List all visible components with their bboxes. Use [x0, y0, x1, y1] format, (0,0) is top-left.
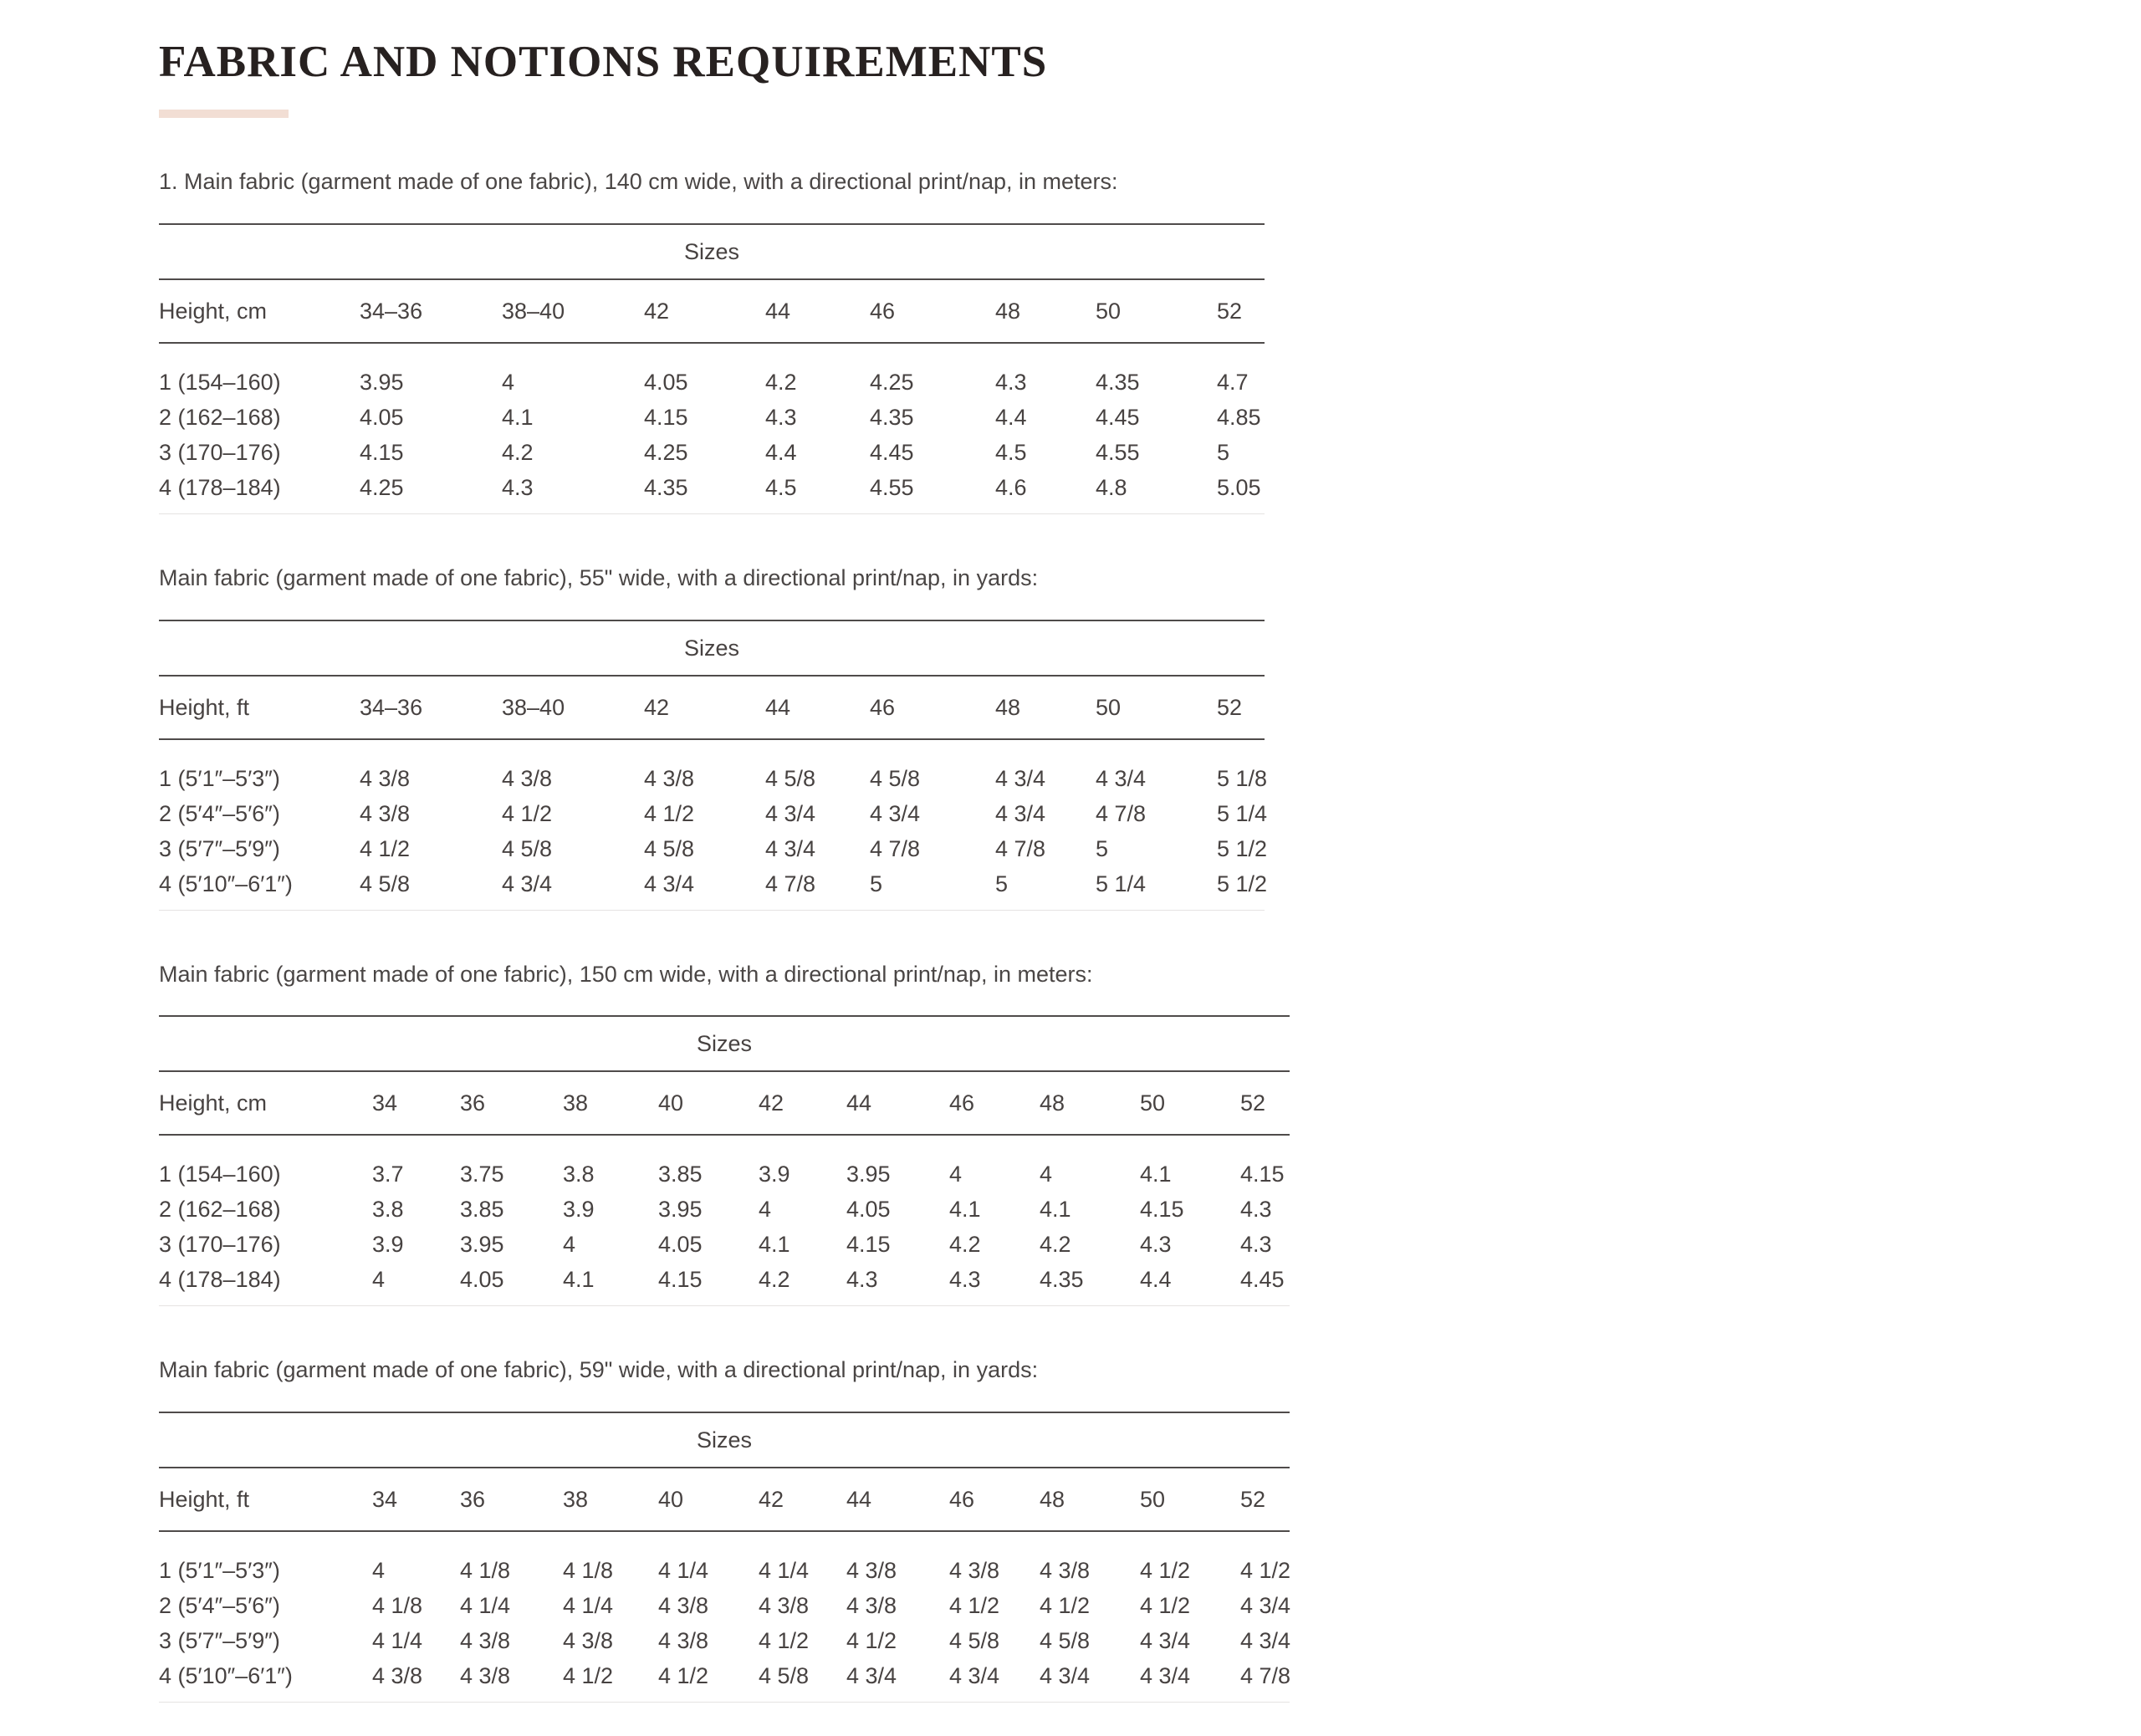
size-column-header: 36	[460, 1468, 563, 1531]
value-cell: 3.7	[372, 1162, 404, 1187]
table-row	[159, 831, 1265, 866]
value-cell: 4 1/4	[563, 1593, 614, 1619]
value-cell: 4 3/4	[1140, 1628, 1191, 1654]
row-label: 3 (5′7″–5′9″)	[159, 835, 280, 861]
value-cell: 4.3	[765, 404, 797, 430]
table-row	[159, 1262, 1290, 1306]
value-cell: 5 1/2	[1217, 835, 1268, 861]
table-row	[159, 470, 1265, 514]
table-row	[159, 739, 1265, 796]
value-cell: 4.15	[1140, 1197, 1184, 1223]
size-column-header: 44	[765, 676, 870, 739]
row-header-label: Height, cm	[159, 279, 360, 343]
value-cell: 4 1/2	[949, 1593, 1000, 1619]
value-cell: 4.2	[1040, 1232, 1071, 1258]
size-column-header: 50	[1096, 676, 1217, 739]
value-cell: 4 3/4	[949, 1663, 1000, 1689]
sizes-band-label: Sizes	[159, 224, 1265, 279]
size-column-header: 48	[995, 279, 1096, 343]
size-column-header: 42	[644, 279, 765, 343]
value-cell: 4 5/8	[360, 871, 411, 896]
value-cell: 4 3/4	[995, 800, 1046, 826]
table-row	[159, 435, 1265, 470]
value-cell: 4 3/8	[846, 1558, 897, 1584]
value-cell: 4 3/8	[759, 1593, 810, 1619]
column-header-row	[159, 1468, 1290, 1531]
size-column-header: 50	[1140, 1468, 1240, 1531]
value-cell: 4 3/4	[846, 1663, 897, 1689]
value-cell: 3.9	[563, 1197, 595, 1223]
size-column-header: 38–40	[502, 676, 644, 739]
value-cell: 4.05	[460, 1267, 504, 1293]
value-cell: 5 1/2	[1217, 871, 1268, 896]
table-row	[159, 343, 1265, 400]
size-column-header: 52	[1217, 676, 1265, 739]
value-cell: 4 5/8	[644, 835, 695, 861]
sizes-band-label: Sizes	[159, 1016, 1290, 1071]
value-cell: 4 3/8	[658, 1628, 709, 1654]
value-cell: 4 1/2	[1040, 1593, 1091, 1619]
table-row	[159, 1623, 1290, 1658]
value-cell: 5	[1096, 835, 1109, 861]
table-section-55in	[159, 563, 2141, 911]
value-cell: 4 1/2	[502, 800, 553, 826]
value-cell: 4	[759, 1197, 772, 1223]
table-row	[159, 1192, 1290, 1227]
table-caption: Main fabric (garment made of one fabric), 59" wide, with a directional print/nap, in yards:	[159, 1357, 1039, 1383]
value-cell: 4 3/4	[765, 835, 816, 861]
value-cell: 4.1	[502, 404, 534, 430]
value-cell: 3.8	[563, 1162, 595, 1187]
table-body	[159, 1531, 1290, 1703]
fabric-table-140cm	[159, 223, 1265, 514]
title-accent-bar	[159, 110, 289, 118]
value-cell: 4.4	[995, 404, 1027, 430]
value-cell: 4 1/2	[1140, 1558, 1191, 1584]
value-cell: 3.95	[658, 1197, 703, 1223]
value-cell: 4 3/8	[658, 1593, 709, 1619]
value-cell: 4.25	[644, 439, 688, 465]
size-column-header: 34–36	[360, 279, 502, 343]
value-cell: 4.1	[1140, 1162, 1172, 1187]
column-header-row	[159, 279, 1265, 343]
value-cell: 4 1/8	[372, 1593, 423, 1619]
value-cell: 4 1/2	[644, 800, 695, 826]
size-column-header: 42	[759, 1468, 846, 1531]
value-cell: 4.3	[1140, 1232, 1172, 1258]
value-cell: 4 3/4	[1140, 1663, 1191, 1689]
table-caption: 1. Main fabric (garment made of one fabric), 140 cm wide, with a directional print/nap, in meters:	[159, 168, 1118, 194]
value-cell: 4.55	[870, 474, 914, 500]
table-body	[159, 739, 1268, 911]
size-column-header: 38–40	[502, 279, 644, 343]
value-cell: 4 3/8	[563, 1628, 614, 1654]
value-cell: 4.35	[1040, 1267, 1084, 1293]
value-cell: 4.4	[1140, 1267, 1172, 1293]
value-cell: 4 1/4	[372, 1628, 423, 1654]
size-column-header: 34–36	[360, 676, 502, 739]
value-cell: 4 3/4	[995, 765, 1046, 791]
value-cell: 4	[372, 1267, 386, 1293]
value-cell: 4.85	[1217, 404, 1261, 430]
size-column-header: 44	[846, 1468, 949, 1531]
value-cell: 3.8	[372, 1197, 404, 1223]
sizes-band-row	[159, 1412, 1290, 1468]
value-cell: 4 5/8	[765, 765, 816, 791]
row-label: 4 (5′10″–6′1″)	[159, 871, 293, 896]
value-cell: 4 1/2	[846, 1628, 897, 1654]
value-cell: 4.2	[949, 1232, 981, 1258]
row-label: 1 (5′1″–5′3″)	[159, 1558, 280, 1584]
value-cell: 4.7	[1217, 369, 1249, 395]
size-column-header: 34	[372, 1468, 460, 1531]
value-cell: 5.05	[1217, 474, 1261, 500]
table-body	[159, 1135, 1290, 1306]
value-cell: 4 7/8	[765, 871, 816, 896]
row-label: 1 (5′1″–5′3″)	[159, 765, 280, 791]
value-cell: 3.95	[846, 1162, 891, 1187]
row-label: 4 (5′10″–6′1″)	[159, 1663, 293, 1689]
value-cell: 4 3/8	[372, 1663, 423, 1689]
value-cell: 4.35	[644, 474, 688, 500]
value-cell: 4.15	[644, 404, 688, 430]
value-cell: 3.75	[460, 1162, 504, 1187]
value-cell: 4.15	[1240, 1162, 1285, 1187]
row-label: 1 (154–160)	[159, 1162, 281, 1187]
value-cell: 4 1/2	[563, 1663, 614, 1689]
row-label: 3 (170–176)	[159, 439, 281, 465]
value-cell: 4 3/4	[870, 800, 921, 826]
row-label: 3 (170–176)	[159, 1232, 281, 1258]
value-cell: 5 1/8	[1217, 765, 1268, 791]
value-cell: 4.2	[759, 1267, 790, 1293]
size-column-header: 48	[1040, 1468, 1140, 1531]
value-cell: 3.95	[360, 369, 404, 395]
table-row	[159, 1588, 1290, 1623]
value-cell: 4 1/4	[759, 1558, 810, 1584]
value-cell: 4 5/8	[759, 1663, 810, 1689]
size-column-header: 38	[563, 1468, 658, 1531]
value-cell: 4 1/8	[460, 1558, 511, 1584]
table-caption: Main fabric (garment made of one fabric), 150 cm wide, with a directional print/nap, in meters:	[159, 961, 1093, 987]
value-cell: 4.45	[1096, 404, 1140, 430]
value-cell: 4.3	[502, 474, 534, 500]
value-cell: 4.25	[870, 369, 914, 395]
size-column-header: 34	[372, 1071, 460, 1135]
sizes-band-row	[159, 224, 1265, 279]
column-header-row	[159, 1071, 1290, 1135]
value-cell: 5	[995, 871, 1009, 896]
value-cell: 4 1/4	[460, 1593, 511, 1619]
value-cell: 4 5/8	[949, 1628, 1000, 1654]
value-cell: 4.45	[870, 439, 914, 465]
value-cell: 4.45	[1240, 1267, 1285, 1293]
value-cell: 3.85	[460, 1197, 504, 1223]
sizes-band-row	[159, 620, 1265, 676]
value-cell: 4.3	[1240, 1232, 1272, 1258]
size-column-header: 50	[1140, 1071, 1240, 1135]
row-label: 2 (162–168)	[159, 1197, 281, 1223]
value-cell: 4	[563, 1232, 576, 1258]
value-cell: 4 1/2	[658, 1663, 709, 1689]
value-cell: 4	[502, 369, 515, 395]
value-cell: 4.1	[949, 1197, 981, 1223]
value-cell: 4	[1040, 1162, 1053, 1187]
size-column-header: 40	[658, 1071, 759, 1135]
value-cell: 4	[372, 1558, 386, 1584]
fabric-table-59in	[159, 1412, 1290, 1703]
row-label: 2 (162–168)	[159, 404, 281, 430]
table-row	[159, 1658, 1290, 1703]
value-cell: 4.3	[949, 1267, 981, 1293]
value-cell: 4.3	[995, 369, 1027, 395]
table-head	[159, 620, 1265, 739]
value-cell: 4 1/2	[360, 835, 411, 861]
value-cell: 4 3/8	[949, 1558, 1000, 1584]
value-cell: 4.15	[658, 1267, 703, 1293]
table-row	[159, 1135, 1290, 1192]
value-cell: 4 5/8	[1040, 1628, 1091, 1654]
value-cell: 5	[1217, 439, 1230, 465]
row-label: 1 (154–160)	[159, 369, 281, 395]
value-cell: 3.85	[658, 1162, 703, 1187]
value-cell: 4 7/8	[995, 835, 1046, 861]
table-row	[159, 1531, 1290, 1588]
column-header-row	[159, 676, 1265, 739]
value-cell: 4.1	[563, 1267, 595, 1293]
value-cell: 4 3/8	[460, 1663, 511, 1689]
size-column-header: 46	[949, 1071, 1040, 1135]
value-cell: 4.2	[502, 439, 534, 465]
value-cell: 3.95	[460, 1232, 504, 1258]
table-row	[159, 866, 1265, 911]
sizes-band-row	[159, 1016, 1290, 1071]
size-column-header: 42	[759, 1071, 846, 1135]
value-cell: 4.35	[1096, 369, 1140, 395]
value-cell: 4.05	[360, 404, 404, 430]
value-cell: 4.6	[995, 474, 1027, 500]
value-cell: 4 1/8	[563, 1558, 614, 1584]
table-section-140cm	[159, 166, 2141, 514]
table-row	[159, 400, 1265, 435]
value-cell: 4.3	[846, 1267, 878, 1293]
value-cell: 4 3/8	[460, 1628, 511, 1654]
value-cell: 4 3/8	[846, 1593, 897, 1619]
value-cell: 4 5/8	[502, 835, 553, 861]
size-column-header: 46	[870, 279, 995, 343]
value-cell: 4 3/4	[644, 871, 695, 896]
value-cell: 4 1/2	[759, 1628, 810, 1654]
row-header-label: Height, cm	[159, 1071, 372, 1135]
size-column-header: 52	[1240, 1071, 1290, 1135]
size-column-header: 50	[1096, 279, 1217, 343]
value-cell: 4 1/4	[658, 1558, 709, 1584]
value-cell: 4 3/8	[1040, 1558, 1091, 1584]
size-column-header: 36	[460, 1071, 563, 1135]
value-cell: 4.05	[658, 1232, 703, 1258]
fabric-table-55in	[159, 620, 1268, 911]
sizes-band-label: Sizes	[159, 1412, 1290, 1468]
value-cell: 4 3/4	[765, 800, 816, 826]
value-cell: 4.8	[1096, 474, 1127, 500]
value-cell: 4 7/8	[870, 835, 921, 861]
table-head	[159, 1016, 1290, 1135]
size-column-header: 44	[846, 1071, 949, 1135]
size-column-header: 48	[1040, 1071, 1140, 1135]
value-cell: 5 1/4	[1096, 871, 1147, 896]
value-cell: 4.1	[759, 1232, 790, 1258]
size-column-header: 48	[995, 676, 1096, 739]
table-row	[159, 1227, 1290, 1262]
table-section-150cm	[159, 959, 2141, 1307]
row-label: 2 (5′4″–5′6″)	[159, 1593, 280, 1619]
value-cell: 4.1	[1040, 1197, 1071, 1223]
value-cell: 4 3/8	[644, 765, 695, 791]
size-column-header: 52	[1240, 1468, 1290, 1531]
table-head	[159, 224, 1265, 343]
value-cell: 4 5/8	[870, 765, 921, 791]
size-column-header: 40	[658, 1468, 759, 1531]
table-body	[159, 343, 1265, 514]
table-section-59in	[159, 1355, 2141, 1703]
table-head	[159, 1412, 1290, 1531]
size-column-header: 42	[644, 676, 765, 739]
row-label: 4 (178–184)	[159, 474, 281, 500]
value-cell: 4 3/4	[502, 871, 553, 896]
value-cell: 4.5	[765, 474, 797, 500]
value-cell: 3.9	[372, 1232, 404, 1258]
value-cell: 4.55	[1096, 439, 1140, 465]
value-cell: 4.25	[360, 474, 404, 500]
value-cell: 4 3/8	[502, 765, 553, 791]
row-label: 4 (178–184)	[159, 1267, 281, 1293]
value-cell: 4.2	[765, 369, 797, 395]
table-row	[159, 796, 1265, 831]
value-cell: 5	[870, 871, 883, 896]
value-cell: 4 3/4	[1096, 765, 1147, 791]
value-cell: 4.35	[870, 404, 914, 430]
value-cell: 4.5	[995, 439, 1027, 465]
value-cell: 4.3	[1240, 1197, 1272, 1223]
value-cell: 4.05	[644, 369, 688, 395]
page-title: FABRIC AND NOTIONS REQUIREMENTS	[159, 38, 1048, 86]
value-cell: 4 3/8	[360, 800, 411, 826]
value-cell: 4 1/2	[1240, 1558, 1291, 1584]
row-label: 3 (5′7″–5′9″)	[159, 1628, 280, 1654]
value-cell: 5 1/4	[1217, 800, 1268, 826]
value-cell: 4.4	[765, 439, 797, 465]
table-caption: Main fabric (garment made of one fabric), 55" wide, with a directional print/nap, in yards:	[159, 564, 1039, 590]
value-cell: 4 3/4	[1040, 1663, 1091, 1689]
sizes-band-label: Sizes	[159, 620, 1265, 676]
size-column-header: 52	[1217, 279, 1265, 343]
row-label: 2 (5′4″–5′6″)	[159, 800, 280, 826]
value-cell: 3.9	[759, 1162, 790, 1187]
value-cell: 4 7/8	[1240, 1663, 1291, 1689]
fabric-table-150cm	[159, 1015, 1290, 1306]
value-cell: 4 3/4	[1240, 1593, 1291, 1619]
value-cell: 4 7/8	[1096, 800, 1147, 826]
value-cell: 4 3/8	[360, 765, 411, 791]
size-column-header: 46	[870, 676, 995, 739]
value-cell: 4.05	[846, 1197, 891, 1223]
size-column-header: 38	[563, 1071, 658, 1135]
row-header-label: Height, ft	[159, 1468, 372, 1531]
value-cell: 4.15	[360, 439, 404, 465]
row-header-label: Height, ft	[159, 676, 360, 739]
value-cell: 4 3/4	[1240, 1628, 1291, 1654]
size-column-header: 46	[949, 1468, 1040, 1531]
value-cell: 4.15	[846, 1232, 891, 1258]
size-column-header: 44	[765, 279, 870, 343]
value-cell: 4 1/2	[1140, 1593, 1191, 1619]
value-cell: 4	[949, 1162, 963, 1187]
